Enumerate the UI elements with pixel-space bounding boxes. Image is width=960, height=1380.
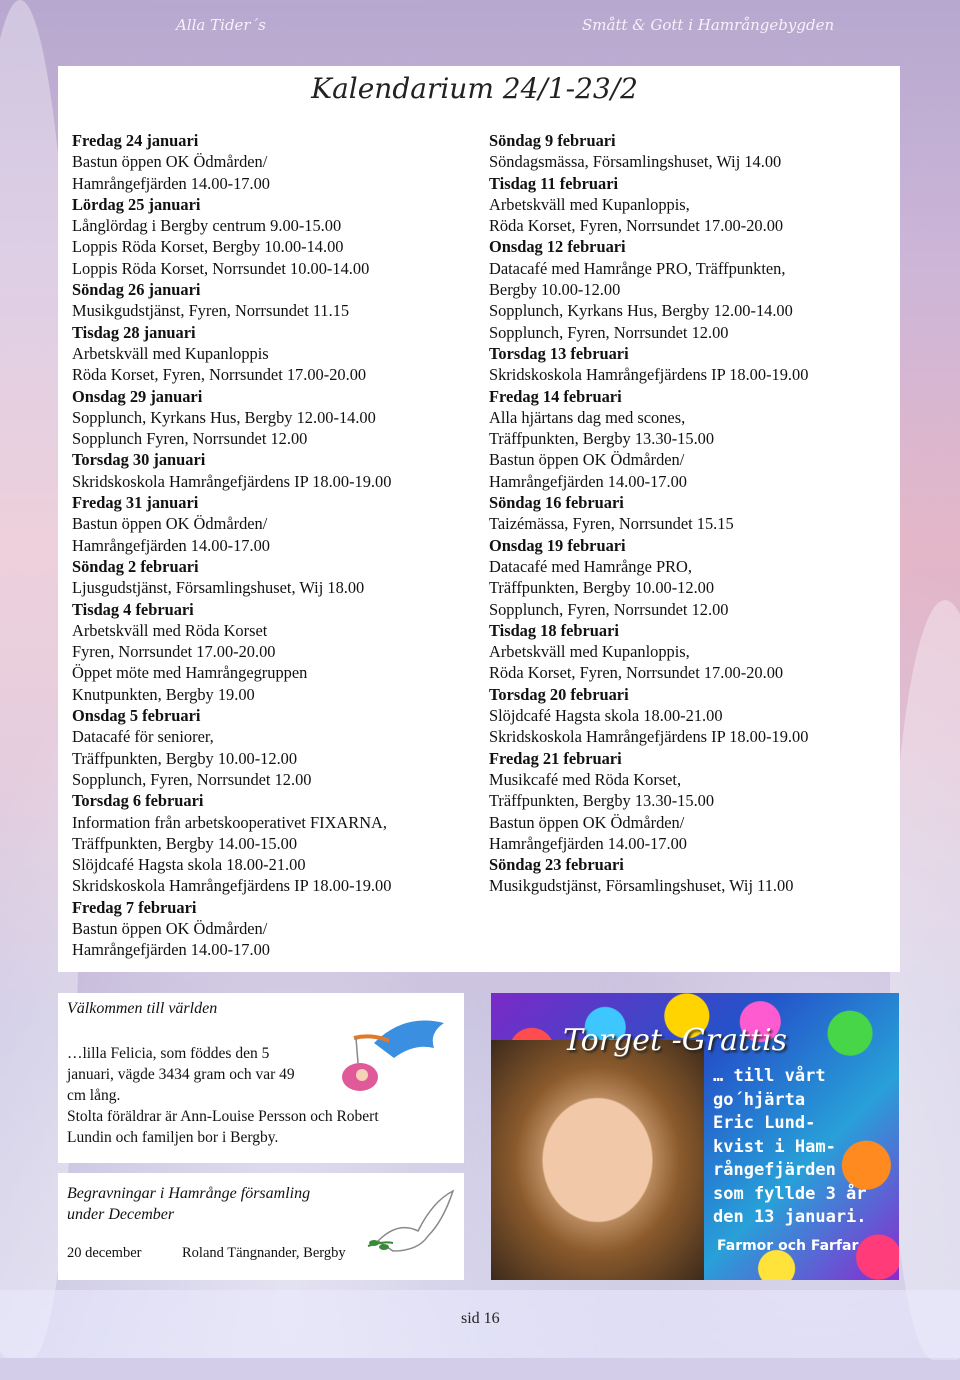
calendar-date-heading: Torsdag 30 januari [72, 450, 206, 470]
calendar-date-heading: Tisdag 18 februari [489, 620, 619, 640]
calendar-right-column [489, 130, 889, 897]
calendar-event: Skridskoskola Hamrångefjärdens IP 18.00-19.00 [72, 876, 392, 896]
calendar-event: Skridskoskola Hamrångefjärdens IP 18.00-19.00 [489, 365, 809, 385]
calendar-date-heading: Söndag 2 februari [72, 556, 199, 576]
calendar-event: Loppis Röda Korset, Bergby 10.00-14.00 [72, 237, 344, 257]
welcome-line: Lundin och familjen bor i Bergby. [67, 1129, 279, 1146]
calendar-event: Musikcafé med Röda Korset, [489, 769, 682, 789]
calendar-date-heading: Tisdag 28 januari [72, 322, 196, 342]
welcome-line: januari, vägde 3434 gram och var 49 [67, 1066, 295, 1083]
calendar-event: Slöjdcafé Hagsta skola 18.00-21.00 [489, 706, 723, 726]
calendar-event: Sopplunch, Fyren, Norrsundet 12.00 [72, 769, 312, 789]
calendar-event: Träffpunkten, Bergby 10.00-12.00 [72, 748, 298, 768]
calendar-event: Arbetskväll med Kupanloppis [72, 343, 269, 363]
calendar-date-heading: Onsdag 5 februari [72, 706, 201, 726]
calendar-date-heading: Fredag 14 februari [489, 386, 622, 406]
calendar-panel [58, 66, 900, 972]
welcome-title: Välkommen till världen [67, 1000, 218, 1017]
calendar-event: Skridskoskola Hamrångefjärdens IP 18.00-19.00 [489, 727, 809, 747]
calendar-event: Hamrångefjärden 14.00-17.00 [489, 471, 687, 491]
calendar-event: Sopplunch, Kyrkans Hus, Bergby 12.00-14.00 [489, 301, 793, 321]
calendar-date-heading: Fredag 21 februari [489, 748, 622, 768]
burial-title-line: under December [67, 1206, 175, 1223]
calendar-date-heading: Fredag 7 februari [72, 897, 197, 917]
burial-date: 20 december [67, 1245, 142, 1261]
snow-ground [0, 1290, 960, 1380]
snow-tree-right [890, 600, 960, 1360]
burial-title-line: Begravningar i Hamrånge församling [67, 1185, 311, 1202]
calendar-event: Musikgudstjänst, Församlingshuset, Wij 11.00 [489, 876, 794, 896]
calendar-event: Datacafé med Hamrånge PRO, Träffpunkten, [489, 258, 786, 278]
calendar-date-heading: Onsdag 19 februari [489, 535, 626, 555]
calendar-event: Ljusgudstjänst, Församlingshuset, Wij 18.00 [72, 578, 365, 598]
calendar-date-heading: Torsdag 6 februari [72, 791, 204, 811]
burial-box [58, 1173, 464, 1280]
calendar-event: Arbetskväll med Kupanloppis, [489, 194, 690, 214]
calendar-event: Sopplunch Fyren, Norrsundet 12.00 [72, 429, 308, 449]
calendar-event: Information från arbetskooperativet FIXARNA, [72, 812, 387, 832]
grattis-message [713, 1065, 873, 1230]
calendar-date-heading: Torsdag 20 februari [489, 684, 629, 704]
welcome-line: cm lång. [67, 1087, 121, 1104]
calendar-left-column [72, 130, 472, 961]
calendar-event: Bergby 10.00-12.00 [489, 280, 621, 300]
calendar-event: Sopplunch, Fyren, Norrsundet 12.00 [489, 599, 729, 619]
grattis-line: rångefjärden [713, 1160, 836, 1180]
calendar-date-heading: Onsdag 12 februari [489, 237, 626, 257]
burial-title [67, 1183, 310, 1225]
calendar-event: Slöjdcafé Hagsta skola 18.00-21.00 [72, 855, 306, 875]
calendar-event: Bastun öppen OK Ödmården/ [489, 450, 685, 470]
welcome-line: …lilla Felicia, som föddes den 5 [67, 1045, 270, 1062]
calendar-event: Träffpunkten, Bergby 10.00-12.00 [489, 578, 715, 598]
calendar-event: Taizémässa, Fyren, Norrsundet 15.15 [489, 514, 734, 534]
calendar-event: Bastun öppen OK Ödmården/ [489, 812, 685, 832]
calendar-event: Skridskoskola Hamrångefjärdens IP 18.00-19.00 [72, 471, 392, 491]
calendar-event: Bastun öppen OK Ödmården/ [72, 152, 268, 172]
calendar-date-heading: Söndag 26 januari [72, 280, 201, 300]
calendar-event: Arbetskväll med Kupanloppis, [489, 642, 690, 662]
calendar-event: Knutpunkten, Bergby 19.00 [72, 684, 255, 704]
grattis-title: Torget -Grattis [563, 1023, 788, 1058]
welcome-box [58, 993, 464, 1163]
calendar-title: Kalendarium 24/1-23/2 [311, 72, 638, 105]
calendar-event: Hamrångefjärden 14.00-17.00 [72, 173, 270, 193]
calendar-event: Träffpunkten, Bergby 13.30-15.00 [489, 429, 715, 449]
calendar-event: Sopplunch, Fyren, Norrsundet 12.00 [489, 322, 729, 342]
calendar-date-heading: Söndag 9 februari [489, 131, 616, 150]
welcome-line: Stolta föräldrar är Ann-Louise Persson och Robert [67, 1108, 379, 1125]
child-photo [491, 1040, 704, 1280]
calendar-event: Röda Korset, Fyren, Norrsundet 17.00-20.00 [72, 365, 367, 385]
grattis-line: kvist i Ham- [713, 1136, 836, 1157]
calendar-event: Alla hjärtans dag med scones, [489, 407, 686, 427]
burial-name: Roland Tängnander, Bergby [182, 1245, 346, 1261]
calendar-event: Musikgudstjänst, Fyren, Norrsundet 11.15 [72, 301, 350, 321]
welcome-text [67, 1043, 379, 1148]
calendar-event: Sopplunch, Kyrkans Hus, Bergby 12.00-14.00 [72, 407, 376, 427]
calendar-event: Röda Korset, Fyren, Norrsundet 17.00-20.00 [489, 216, 784, 236]
header-right: Smått & Gott i Hamrångebygden [582, 16, 835, 34]
header-left: Alla Tider´s [176, 16, 266, 34]
calendar-event: Söndagsmässa, Församlingshuset, Wij 14.00 [489, 152, 782, 172]
grattis-line: go´hjärta [713, 1089, 806, 1110]
grattis-line: … till vårt [713, 1066, 826, 1086]
grattis-box [491, 993, 899, 1280]
calendar-date-heading: Onsdag 29 januari [72, 386, 203, 406]
calendar-date-heading: Tisdag 4 februari [72, 599, 194, 619]
grattis-line: Eric Lund- [713, 1113, 816, 1133]
calendar-date-heading: Torsdag 13 februari [489, 343, 629, 363]
calendar-event: Loppis Röda Korset, Norrsundet 10.00-14.00 [72, 258, 370, 278]
calendar-event: Långlördag i Bergby centrum 9.00-15.00 [72, 216, 342, 236]
grattis-signature: Farmor och Farfar [717, 1238, 859, 1254]
stork-icon [334, 1003, 454, 1103]
calendar-event: Datacafé med Hamrånge PRO, [489, 556, 692, 576]
calendar-date-heading: Fredag 24 januari [72, 131, 199, 150]
calendar-date-heading: Söndag 23 februari [489, 855, 624, 875]
page-number: sid 16 [461, 1310, 500, 1327]
calendar-event: Öppet möte med Hamrångegruppen [72, 663, 308, 683]
calendar-date-heading: Söndag 16 februari [489, 493, 624, 513]
calendar-date-heading: Tisdag 11 februari [489, 173, 619, 193]
calendar-event: Bastun öppen OK Ödmården/ [72, 918, 268, 938]
calendar-event: Träffpunkten, Bergby 13.30-15.00 [489, 791, 715, 811]
calendar-event: Röda Korset, Fyren, Norrsundet 17.00-20.00 [489, 663, 784, 683]
calendar-event: Datacafé för seniorer, [72, 727, 214, 747]
calendar-event: Hamrångefjärden 14.00-17.00 [72, 940, 270, 960]
calendar-date-heading: Fredag 31 januari [72, 493, 199, 513]
calendar-event: Träffpunkten, Bergby 14.00-15.00 [72, 833, 298, 853]
calendar-event: Arbetskväll med Röda Korset [72, 620, 268, 640]
grattis-line: som fyllde 3 år [713, 1183, 867, 1204]
calendar-event: Hamrångefjärden 14.00-17.00 [489, 833, 687, 853]
calendar-event: Bastun öppen OK Ödmården/ [72, 514, 268, 534]
calendar-date-heading: Lördag 25 januari [72, 194, 201, 214]
calendar-event: Fyren, Norrsundet 17.00-20.00 [72, 642, 276, 662]
dove-icon [358, 1181, 458, 1271]
calendar-event: Hamrångefjärden 14.00-17.00 [72, 535, 270, 555]
grattis-line: den 13 januari. [713, 1207, 867, 1227]
